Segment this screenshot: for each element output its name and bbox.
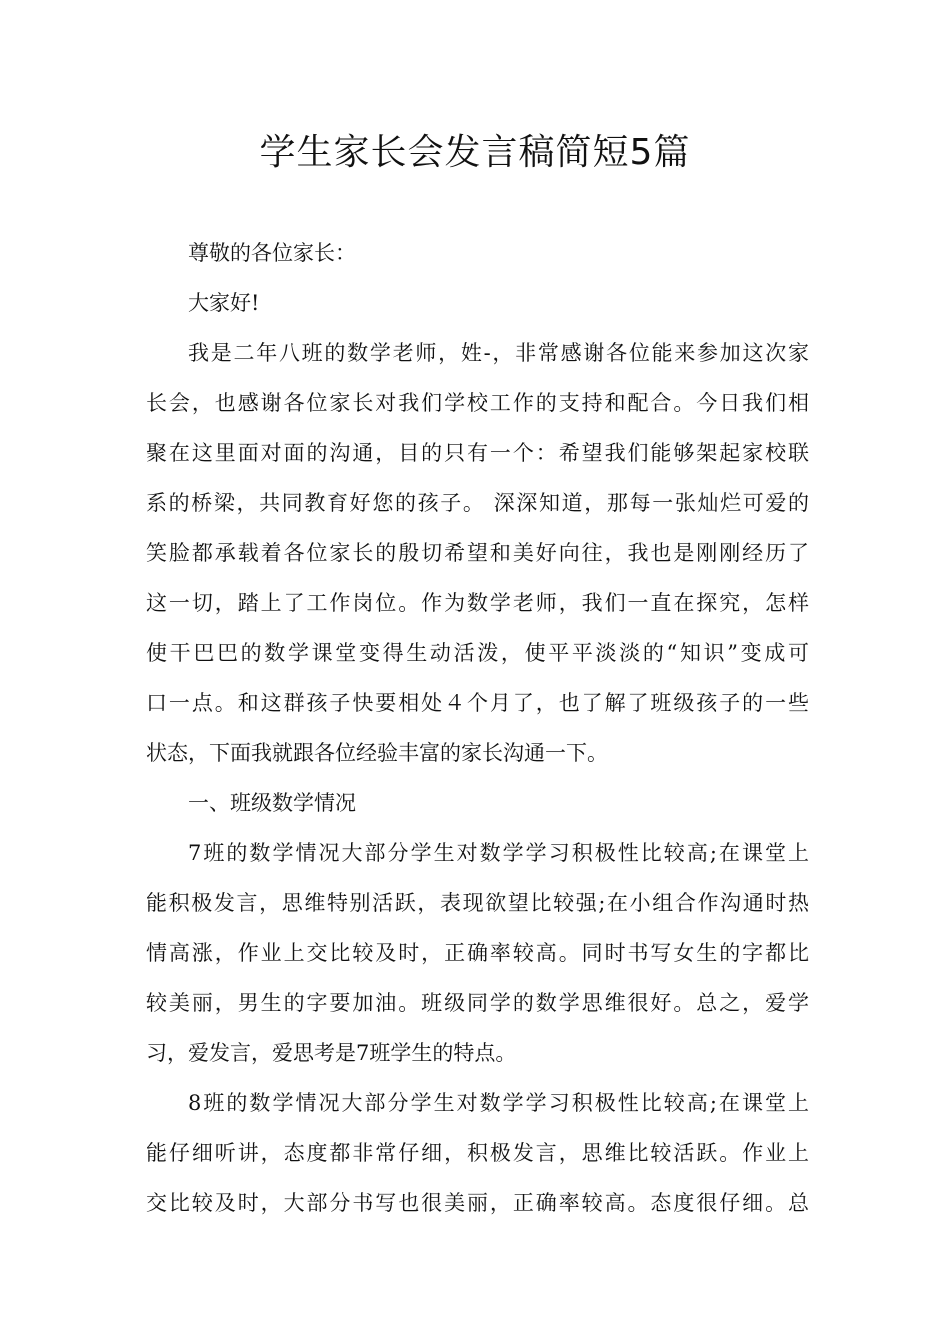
text-line: 笑脸都承载着各位家长的殷切希望和美好向往，我也是刚刚经历了 bbox=[146, 541, 809, 565]
document-body bbox=[146, 228, 809, 1228]
text-line: 8班的数学情况大部分学生对数学学习积极性比较高;在课堂上 bbox=[188, 1091, 809, 1115]
text-line: 习，爱发言，爱思考是7班学生的特点。 bbox=[146, 1041, 517, 1065]
text-line: 大家好! bbox=[188, 291, 260, 315]
text-line: 能仔细听讲，态度都非常仔细，积极发言，思维比较活跃。作业上 bbox=[146, 1141, 809, 1165]
text-line: 口一点。和这群孩子快要相处４个月了，也了解了班级孩子的一些 bbox=[146, 691, 809, 715]
text-line: 这一切，踏上了工作岗位。作为数学老师，我们一直在探究，怎样 bbox=[146, 591, 809, 615]
text-line: 能积极发言，思维特别活跃，表现欲望比较强;在小组合作沟通时热 bbox=[146, 891, 809, 915]
text-line: 交比较及时，大部分书写也很美丽，正确率较高。态度很仔细。总 bbox=[146, 1191, 809, 1215]
text-line: 情高涨，作业上交比较及时，正确率较高。同时书写女生的字都比 bbox=[146, 941, 809, 965]
text-line: 7班的数学情况大部分学生对数学学习积极性比较高;在课堂上 bbox=[188, 841, 809, 865]
text-line: 状态，下面我就跟各位经验丰富的家长沟通一下。 bbox=[146, 741, 608, 765]
document-title: 学生家长会发言稿简短5篇 bbox=[259, 132, 691, 173]
text-line: 一、班级数学情况 bbox=[188, 791, 356, 815]
text-line: 聚在这里面对面的沟通，目的只有一个：希望我们能够架起家校联 bbox=[146, 441, 809, 465]
text-line: 尊敬的各位家长： bbox=[188, 241, 356, 265]
text-line: 长会，也感谢各位家长对我们学校工作的支持和配合。今日我们相 bbox=[146, 391, 809, 415]
text-line: 我是二年八班的数学老师，姓-，非常感谢各位能来参加这次家 bbox=[188, 341, 809, 365]
text-line: 使干巴巴的数学课堂变得生动活泼，使平平淡淡的“知识”变成可 bbox=[146, 641, 809, 665]
text-line: 较美丽，男生的字要加油。班级同学的数学思维很好。总之，爱学 bbox=[146, 991, 809, 1015]
text-line: 系的桥梁，共同教育好您的孩子。 深深知道，那每一张灿烂可爱的 bbox=[146, 491, 809, 515]
